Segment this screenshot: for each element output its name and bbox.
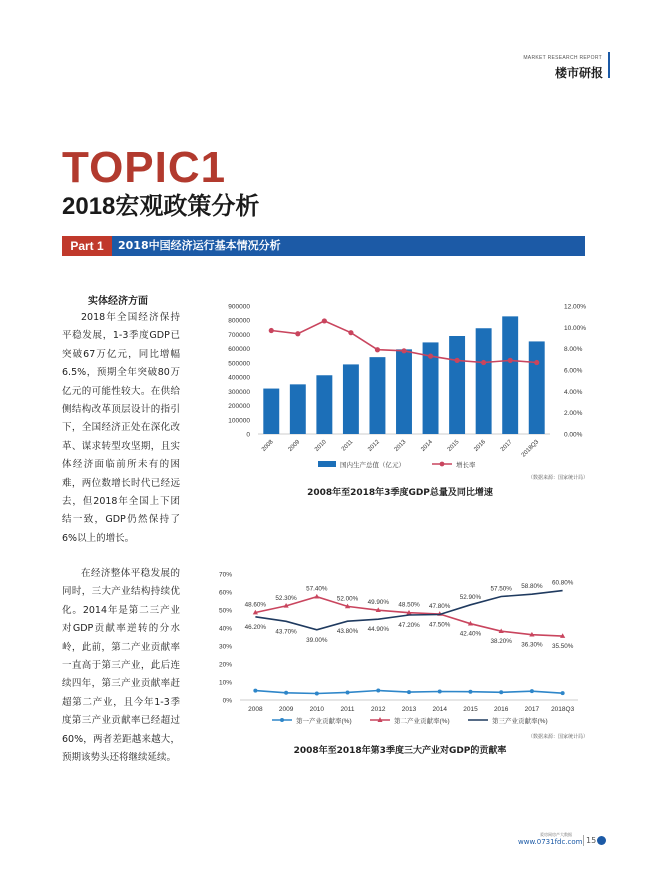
gdp-bar [369, 357, 385, 434]
x-tick-label: 2016 [493, 706, 509, 713]
data-label: 43.80% [336, 628, 359, 636]
y-right-tick-label: 6.00% [564, 367, 583, 375]
x-tick-label: 2017 [524, 706, 540, 713]
industry-contribution-chart [200, 564, 600, 732]
data-label: 35.50% [551, 643, 574, 651]
legend-label: 第一产业贡献率(%) [296, 718, 352, 725]
data-label: 57.50% [490, 585, 512, 593]
legend-line-label: 增长率 [456, 462, 476, 469]
y-tick-label: 70% [218, 571, 232, 579]
y-left-tick-label: 700000 [228, 331, 250, 339]
gdp-bar [476, 328, 492, 434]
y-left-tick-label: 100000 [228, 417, 250, 425]
gdp-bar [290, 384, 306, 434]
y-tick-label: 40% [218, 625, 232, 633]
x-tick-label: 2015 [446, 439, 461, 453]
growth-rate-point [322, 318, 327, 323]
growth-rate-point [375, 347, 380, 352]
y-right-tick-label: 8.00% [564, 346, 583, 354]
x-tick-label: 2012 [367, 439, 381, 453]
data-label: 48.60% [244, 601, 267, 609]
series-point-1 [561, 691, 565, 695]
footer-brand: 爱房网房产大数据 [540, 832, 572, 837]
x-tick-label: 2010 [309, 706, 325, 713]
part-label: Part 1 [62, 236, 112, 256]
x-tick-label: 2017 [499, 439, 514, 453]
data-label: 44.90% [367, 626, 389, 634]
growth-rate-point [295, 331, 300, 336]
y-right-tick-label: 10.00% [564, 324, 587, 332]
data-label: 60.80% [551, 579, 574, 587]
x-tick-label: 2009 [278, 706, 294, 713]
x-tick-label: 2018Q3 [551, 706, 575, 713]
growth-rate-point [348, 330, 353, 335]
header-accent-bar [608, 52, 610, 78]
growth-rate-point [401, 348, 406, 353]
legend-label: 第三产业贡献率(%) [492, 718, 548, 725]
data-label: 48.50% [398, 601, 420, 609]
series-point-1 [407, 690, 411, 694]
footer-divider [583, 835, 584, 846]
x-tick-label: 2011 [340, 706, 355, 713]
legend-bar-label: 国内生产总值（亿元） [340, 462, 405, 469]
part-title: 2018中国经济运行基本情况分析 [118, 239, 281, 252]
legend-marker [280, 718, 284, 722]
x-tick-label: 2018Q3 [520, 439, 541, 459]
y-left-tick-label: 800000 [228, 317, 250, 325]
data-label: 47.80% [429, 602, 451, 610]
data-label: 46.20% [244, 623, 267, 631]
y-right-tick-label: 2.00% [564, 410, 583, 418]
data-label: 58.80% [521, 583, 543, 591]
x-tick-label: 2010 [314, 439, 328, 453]
series-point-2 [314, 594, 319, 599]
y-left-tick-label: 0 [246, 431, 250, 439]
data-label: 52.30% [275, 594, 297, 602]
legend-bar-swatch [318, 461, 336, 467]
series-point-1 [530, 689, 534, 693]
x-tick-label: 2009 [287, 439, 302, 453]
industry-chart-caption: 2008年至2018年第3季度三大产业对GDP的贡献率 [293, 746, 507, 756]
growth-rate-point [454, 358, 459, 363]
x-tick-label: 2016 [473, 439, 488, 453]
data-label: 42.40% [459, 630, 482, 638]
y-tick-label: 10% [218, 679, 232, 687]
growth-rate-point [508, 358, 513, 363]
x-tick-label: 2011 [340, 439, 355, 453]
y-tick-label: 50% [218, 607, 232, 615]
gdp-bar [502, 316, 518, 434]
page-number: 15 [586, 836, 597, 845]
legend-line-marker [440, 462, 445, 467]
x-tick-label: 2014 [432, 706, 447, 713]
gdp-bar [396, 349, 412, 434]
gdp-bar [316, 375, 332, 434]
y-left-tick-label: 500000 [228, 360, 250, 368]
data-label: 47.50% [429, 621, 451, 629]
y-left-tick-label: 200000 [228, 403, 250, 411]
gdp-chart-caption: 2008年至2018年3季度GDP总量及同比增速 [307, 488, 493, 498]
legend-label: 第二产业贡献率(%) [394, 718, 450, 725]
data-label: 47.20% [398, 622, 420, 630]
gdp-bar [263, 389, 279, 434]
x-tick-label: 2012 [371, 706, 386, 713]
series-point-1 [346, 690, 350, 694]
growth-rate-point [534, 360, 539, 365]
growth-rate-point [269, 328, 274, 333]
growth-rate-point [428, 354, 433, 359]
series-point-1 [284, 691, 288, 695]
data-label: 52.00% [336, 595, 359, 603]
y-right-tick-label: 0.00% [564, 431, 583, 439]
section2-paragraph: 在经济整体平稳发展的同时，三大产业结构持续优化。2014年是第二三产业对GDP贡献率逆转的分水岭，此前，第二产业贡献率一直高于第三产业，此后连续四年，第三产业贡献率赶超第二产业，且今年1-3季度第三产业贡献率已经超过60%，两者差距越来越大，预期该势头还将继续延续。 [62, 568, 180, 764]
data-label: 49.90% [367, 599, 389, 607]
section-heading: 实体经济方面 [88, 296, 148, 307]
data-label: 57.40% [306, 585, 328, 593]
y-left-tick-label: 900000 [228, 303, 250, 311]
series-point-1 [315, 692, 319, 696]
y-right-tick-label: 4.00% [564, 388, 583, 396]
y-tick-label: 0% [222, 697, 232, 705]
gdp-bar [449, 336, 465, 434]
series-point-1 [499, 690, 503, 694]
data-label: 52.90% [459, 593, 482, 601]
footer-url[interactable]: www.0731fdc.com [518, 838, 583, 846]
data-label: 38.20% [490, 638, 512, 646]
data-label: 39.00% [306, 636, 328, 644]
series-point-1 [376, 688, 380, 692]
section1-paragraph: 2018年全国经济保持平稳发展，1-3季度GDP已突破67万亿元，同比增幅6.5%，预期全年突破80万亿元的可能性较大。在供给侧结构改革顶层设计的指引下，全国经济正处在深化改革、谋求转型攻坚期，且实体经济面临前所未有的困难，两位数增长时代已经远去，但2018年全国上下团结一致，GDP仍然保持了6%以上的增长。 [62, 312, 180, 544]
topic-title: TOPIC1 [62, 143, 227, 192]
y-right-tick-label: 12.00% [564, 303, 587, 311]
x-tick-label: 2013 [401, 706, 417, 713]
series-point-1 [253, 689, 257, 693]
gdp-chart [200, 294, 600, 480]
series-point-1 [468, 690, 472, 694]
gdp-bar [343, 364, 359, 434]
y-tick-label: 30% [218, 643, 232, 651]
y-left-tick-label: 600000 [228, 346, 250, 354]
page-title: 2018宏观政策分析 [62, 193, 260, 220]
x-tick-label: 2013 [393, 439, 408, 453]
gdp-chart-source: （数据来源：国家统计局） [528, 475, 589, 481]
growth-rate-point [481, 360, 486, 365]
y-tick-label: 20% [218, 661, 232, 669]
gdp-bar [529, 341, 545, 434]
y-tick-label: 60% [218, 589, 232, 597]
data-label: 43.70% [275, 628, 297, 636]
y-left-tick-label: 400000 [228, 374, 250, 382]
report-en-label: MARKET RESEARCH REPORT [523, 55, 602, 61]
x-tick-label: 2015 [463, 706, 478, 713]
series-point-1 [438, 690, 442, 694]
industry-chart-source: （数据来源：国家统计局） [528, 734, 589, 740]
y-left-tick-label: 300000 [228, 388, 250, 396]
report-cn-label: 楼市研报 [554, 66, 603, 80]
x-tick-label: 2008 [248, 706, 263, 713]
page-dot-icon [597, 836, 606, 845]
data-label: 36.30% [521, 641, 543, 649]
x-tick-label: 2008 [260, 439, 275, 453]
x-tick-label: 2014 [420, 439, 434, 453]
